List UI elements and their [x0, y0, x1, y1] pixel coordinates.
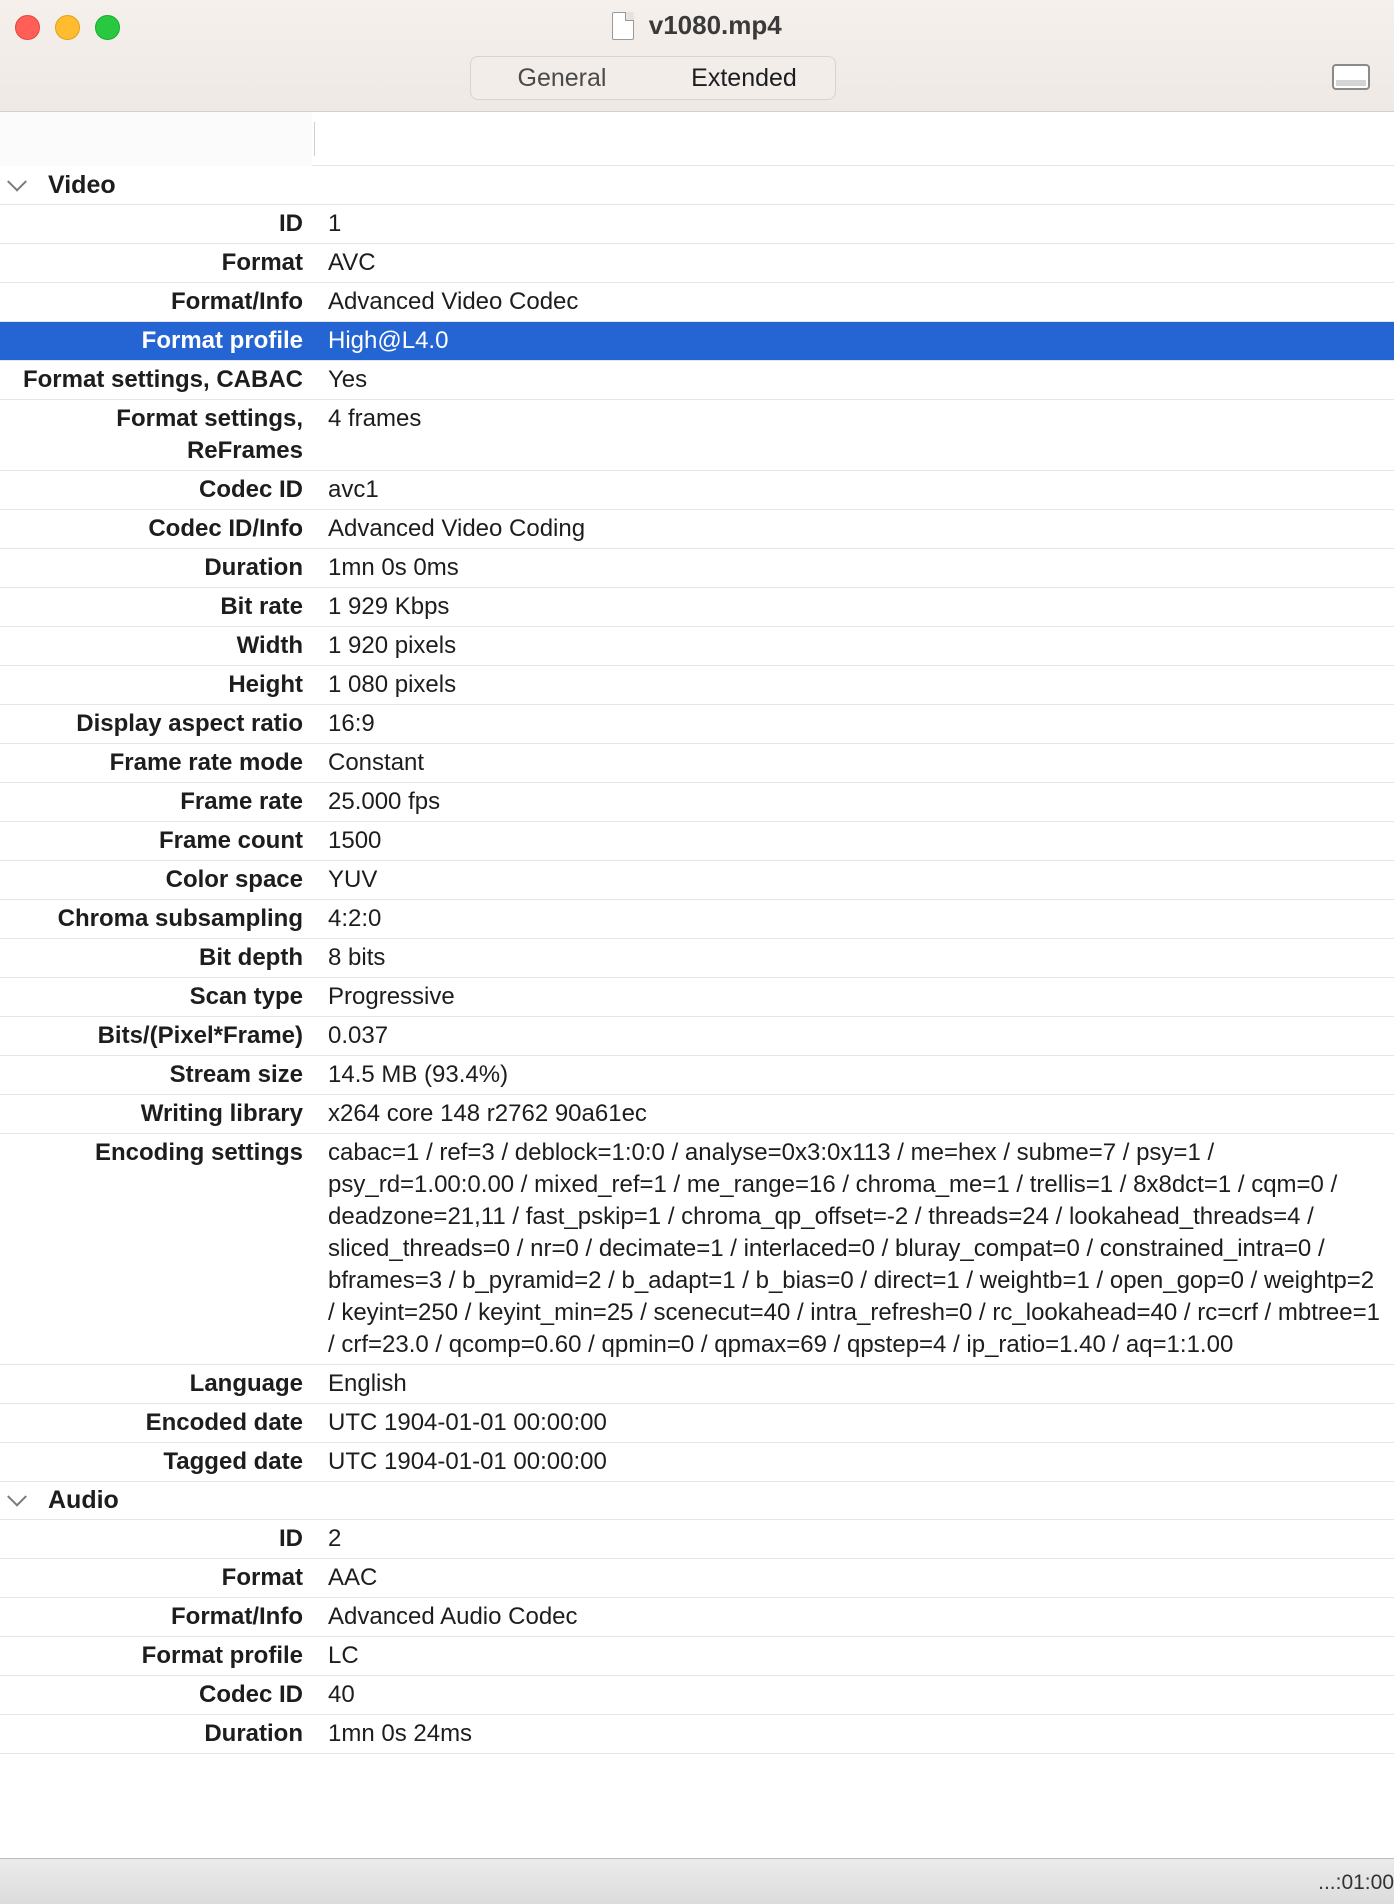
property-label: Encoded date — [145, 1409, 303, 1436]
property-row[interactable] — [0, 1520, 1394, 1559]
property-row[interactable] — [0, 705, 1394, 744]
property-label: Bits/(Pixel*Frame) — [97, 1022, 303, 1049]
property-value: 1 — [328, 210, 342, 237]
property-label: Chroma subsampling — [57, 905, 303, 932]
property-label: Format profile — [141, 327, 303, 354]
property-value: 1500 — [328, 827, 382, 854]
column-header — [0, 112, 1394, 166]
property-label: Display aspect ratio — [76, 710, 303, 737]
property-row[interactable] — [0, 1443, 1394, 1482]
property-row[interactable] — [0, 471, 1394, 510]
property-label: Tagged date — [163, 1448, 303, 1475]
property-label: Width — [236, 632, 303, 659]
property-value: AVC — [328, 249, 376, 276]
property-row[interactable] — [0, 361, 1394, 400]
property-row[interactable] — [0, 978, 1394, 1017]
property-value: UTC 1904-01-01 00:00:00 — [328, 1409, 607, 1436]
property-value: 25.000 fps — [328, 788, 441, 815]
property-row[interactable] — [0, 939, 1394, 978]
property-value: 14.5 MB (93.4%) — [328, 1061, 509, 1088]
status-bar — [0, 1858, 1394, 1904]
property-row[interactable] — [0, 1365, 1394, 1404]
property-label: Format/Info — [171, 1603, 303, 1630]
property-value: 8 bits — [328, 944, 386, 971]
property-label: Frame rate mode — [109, 749, 303, 776]
property-value: 1 929 Kbps — [328, 593, 450, 620]
property-row[interactable] — [0, 244, 1394, 283]
sidebar-toggle-icon[interactable] — [1332, 64, 1370, 90]
property-value: Advanced Video Codec — [328, 288, 579, 315]
property-value: English — [328, 1370, 407, 1397]
property-label: Format settings, ReFrames — [116, 405, 303, 464]
property-row[interactable] — [0, 1637, 1394, 1676]
property-label: Bit depth — [199, 944, 303, 971]
property-value: Advanced Video Coding — [328, 515, 586, 542]
property-value: Yes — [328, 366, 368, 393]
property-row[interactable] — [0, 283, 1394, 322]
view-mode-segmented-control — [470, 56, 836, 100]
property-row[interactable] — [0, 1134, 1394, 1365]
property-label: ID — [279, 210, 303, 237]
property-row[interactable] — [0, 205, 1394, 244]
property-row[interactable] — [0, 744, 1394, 783]
property-label: Frame count — [158, 827, 303, 854]
property-row[interactable] — [0, 1404, 1394, 1443]
property-row[interactable] — [0, 1056, 1394, 1095]
section-title: Video — [48, 171, 116, 199]
property-label: Format — [221, 249, 303, 276]
property-value: 40 — [328, 1681, 355, 1708]
property-label: Stream size — [169, 1061, 303, 1088]
title-bar — [0, 0, 1394, 112]
tab-general[interactable]: General — [517, 63, 607, 92]
property-value: AAC — [328, 1564, 378, 1591]
property-value: cabac=1 / ref=3 / deblock=1:0:0 / analyse=0x3:0x113 / me=hex / subme=7 / psy=1 / psy_rd=1.00:0.00 / mixed_ref=1 / me_range=16 / chroma_me=1 / trellis=1 / 8x8dct=1 / cqm=0 / deadzone=21,11 / fast_pskip=1 / chroma_qp_offset=-2 / threads=24 / lookahead_threads=4 / sliced_threads=0 / nr=0 / decimate=1 / interlaced=0 / bluray_compat=0 / constrained_intra=0 / bframes=3 / b_pyramid=2 / b_adapt=1 / b_bias=0 / direct=1 / weightb=1 / open_gop=0 / weightp=2 / keyint=250 / keyint_min=25 / scenecut=40 / intra_refresh=0 / rc_lookahead=40 / rc=crf / mbtree=1 / crf=23.0 / qcomp=0.60 / qpmin=0 / qpmax=69 / qpstep=4 / ip_ratio=1.40 / aq=1:1.00 — [328, 1139, 1380, 1358]
property-row[interactable] — [0, 1676, 1394, 1715]
property-row[interactable] — [0, 822, 1394, 861]
property-label: Codec ID — [198, 1681, 303, 1708]
column-divider[interactable] — [314, 122, 315, 156]
property-label: Encoding settings — [94, 1139, 303, 1166]
property-row[interactable] — [0, 783, 1394, 822]
property-value: 1 920 pixels — [328, 632, 457, 659]
property-row[interactable] — [0, 400, 1394, 471]
property-value: 1 080 pixels — [328, 671, 457, 698]
property-row[interactable] — [0, 1715, 1394, 1754]
column-header-left — [0, 112, 312, 166]
section-header-video[interactable] — [0, 167, 1394, 205]
property-label: Height — [228, 671, 303, 698]
property-label: Frame rate — [180, 788, 303, 815]
property-row[interactable] — [0, 861, 1394, 900]
window-title: v1080.mp4 — [648, 10, 782, 40]
info-list — [0, 167, 1394, 1754]
property-row[interactable] — [0, 322, 1394, 361]
property-value: LC — [328, 1642, 359, 1669]
document-icon — [612, 12, 634, 40]
property-value: UTC 1904-01-01 00:00:00 — [328, 1448, 607, 1475]
property-label: Bit rate — [220, 593, 303, 620]
status-text: ...:01:00 — [1318, 1871, 1394, 1894]
property-label: Format settings, CABAC — [22, 366, 303, 393]
property-row[interactable] — [0, 549, 1394, 588]
property-row[interactable] — [0, 666, 1394, 705]
property-value: Advanced Audio Codec — [328, 1603, 578, 1630]
property-value: 0.037 — [328, 1022, 389, 1049]
property-row[interactable] — [0, 900, 1394, 939]
property-label: ID — [279, 1525, 303, 1552]
property-row[interactable] — [0, 510, 1394, 549]
section-header-audio[interactable] — [0, 1482, 1394, 1520]
property-value: High@L4.0 — [328, 327, 449, 354]
property-label: Format profile — [141, 1642, 303, 1669]
property-value: 1mn 0s 0ms — [328, 554, 459, 581]
window-title-area — [0, 10, 1394, 46]
property-label: Scan type — [189, 983, 303, 1010]
property-label: Codec ID/Info — [148, 515, 303, 542]
property-label: Writing library — [140, 1100, 303, 1127]
property-value: 16:9 — [328, 710, 375, 737]
property-label: Duration — [204, 1720, 303, 1747]
property-value: x264 core 148 r2762 90a61ec — [328, 1100, 647, 1127]
property-label: Language — [189, 1370, 303, 1397]
property-value: YUV — [328, 866, 378, 893]
chevron-down-icon[interactable] — [7, 171, 27, 191]
chevron-down-icon[interactable] — [7, 1486, 27, 1506]
property-value: 2 — [328, 1525, 342, 1552]
property-label: Format/Info — [171, 288, 303, 315]
property-value: Constant — [328, 749, 425, 776]
property-row[interactable] — [0, 1559, 1394, 1598]
property-value: Progressive — [328, 983, 455, 1010]
property-label: Codec ID — [198, 476, 303, 503]
property-value: 4 frames — [328, 405, 422, 432]
property-row[interactable] — [0, 627, 1394, 666]
property-value: 4:2:0 — [328, 905, 382, 932]
property-label: Duration — [204, 554, 303, 581]
property-value: avc1 — [328, 476, 379, 503]
property-row[interactable] — [0, 1598, 1394, 1637]
property-row[interactable] — [0, 1095, 1394, 1134]
section-title: Audio — [48, 1486, 119, 1514]
property-row[interactable] — [0, 1017, 1394, 1056]
property-value: 1mn 0s 24ms — [328, 1720, 473, 1747]
tab-extended[interactable]: Extended — [691, 63, 797, 92]
property-label: Format — [221, 1564, 303, 1591]
property-row[interactable] — [0, 588, 1394, 627]
property-label: Color space — [165, 866, 303, 893]
